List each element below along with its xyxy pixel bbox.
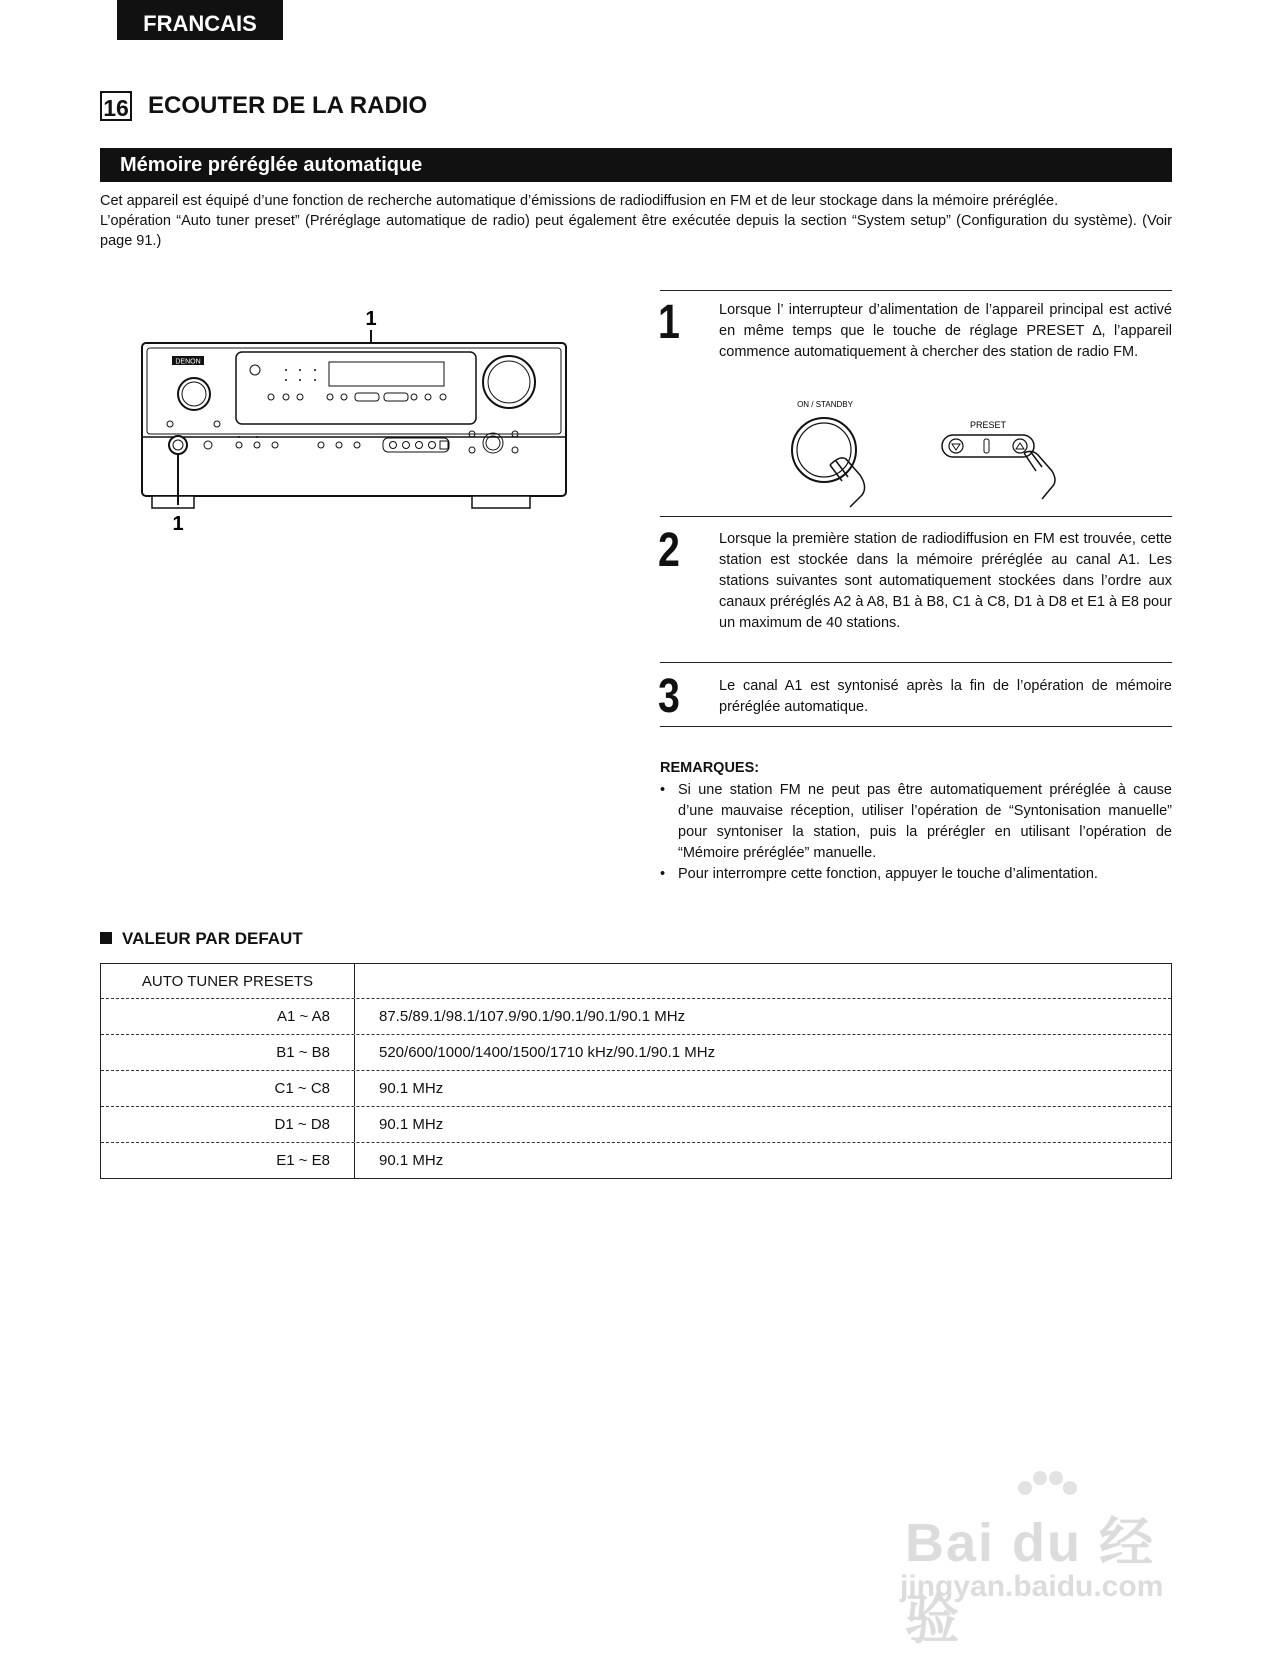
power-and-preset-illustration — [780, 395, 1090, 510]
preset-label: PRESET — [969, 420, 1007, 430]
table-row — [101, 1106, 1171, 1142]
language-tab: FRANCAIS — [117, 0, 283, 40]
step-1-number: 1 — [658, 296, 680, 349]
table-cell-label: E1 ~ E8 — [101, 1143, 355, 1178]
table-cell-label: A1 ~ A8 — [101, 999, 355, 1034]
intro-paragraph-2: L’opération “Auto tuner preset” (Préréglage automatique de radio) peut également être exécutée depuis la section “System setup” (Configuration du système). (Voir page 91.) — [100, 213, 1172, 249]
subsection-title: Mémoire préréglée automatique — [100, 148, 1172, 182]
step-3-text: Le canal A1 est syntonisé après la fin de l’opération de mémoire préréglée automatique. — [719, 678, 1172, 715]
step-2-text: Lorsque la première station de radiodiffusion en FM est trouvée, cette station est stockée dans la mémoire préréglée au canal A1. Les stations suivantes sont automatiquement stockées dans l’ordre aux canaux préréglés A2 à A8, B1 à B8, C1 à C8, D1 à D8 et E1 à E8 pour un maximum de 40 stations. — [719, 531, 1172, 631]
section-title: ECOUTER DE LA RADIO — [148, 92, 428, 119]
hand-icon — [1024, 451, 1055, 499]
step-divider — [660, 726, 1172, 727]
square-bullet-icon — [100, 932, 112, 944]
remarks-title: REMARQUES: — [660, 760, 760, 776]
step-divider — [660, 290, 1172, 291]
callout-top: 1 — [365, 308, 377, 330]
table-cell-label: B1 ~ B8 — [101, 1035, 355, 1070]
table-row — [101, 1070, 1171, 1106]
default-values-title: VALEUR PAR DEFAUT — [122, 929, 303, 948]
remarks-list — [660, 780, 1172, 885]
baidu-watermark — [900, 1470, 1205, 1650]
step-3-number: 3 — [658, 670, 680, 723]
table-row — [101, 1034, 1171, 1070]
watermark-line-1: Bai du 经验 — [905, 1513, 1156, 1650]
table-cell-value: 87.5/89.1/98.1/107.9/90.1/90.1/90.1/90.1 MHz — [379, 1008, 686, 1025]
default-values-table — [100, 963, 1172, 1179]
step-2-number: 2 — [658, 524, 680, 577]
table-cell-value: 90.1 MHz — [379, 1152, 444, 1169]
table-cell-value: 90.1 MHz — [379, 1116, 444, 1133]
intro-text — [100, 191, 1172, 251]
on-standby-label: ON / STANDBY — [797, 400, 853, 409]
remark-item: • Pour interrompre cette fonction, appuyer le touche d’alimentation. — [660, 864, 1172, 885]
table-cell-label: C1 ~ C8 — [101, 1071, 355, 1106]
step-divider — [660, 516, 1172, 517]
section-number: 16 — [100, 91, 132, 121]
intro-paragraph-1: Cet appareil est équipé d’une fonction de recherche automatique d’émissions de radiodiffusion en FM et de leur stockage dans la mémoire préréglée. — [100, 193, 1059, 209]
table-row — [101, 998, 1171, 1034]
table-cell-label: D1 ~ D8 — [101, 1107, 355, 1142]
table-header-row — [101, 964, 1171, 998]
brand-logo: DENON — [175, 358, 201, 366]
step-1-text: Lorsque l’ interrupteur d’alimentation de l’appareil principal est activé en même temps que le touche de réglage PRESET ∆, l’appareil commence automatiquement à chercher des station de radio FM. — [719, 302, 1172, 360]
table-row — [101, 1142, 1171, 1178]
remark-item: • Si une station FM ne peut pas être automatiquement préréglée à cause d’une mauvaise réception, utiliser l’opération de “Syntonisation manuelle” pour syntoniser la station, puis la prérégler en utilisant l’opération de “Mémoire préréglée” manuelle. — [660, 780, 1172, 864]
receiver-front-panel-figure — [130, 300, 590, 560]
table-cell-value: 520/600/1000/1400/1500/1710 kHz/90.1/90.1 MHz — [379, 1044, 716, 1061]
callout-bottom: 1 — [172, 513, 184, 535]
watermark-line-2: jingyan.baidu.com — [900, 1570, 1164, 1603]
step-divider — [660, 662, 1172, 663]
table-cell-value: 90.1 MHz — [379, 1080, 444, 1097]
default-values-heading — [100, 928, 303, 950]
table-header-cell: AUTO TUNER PRESETS — [101, 964, 355, 998]
